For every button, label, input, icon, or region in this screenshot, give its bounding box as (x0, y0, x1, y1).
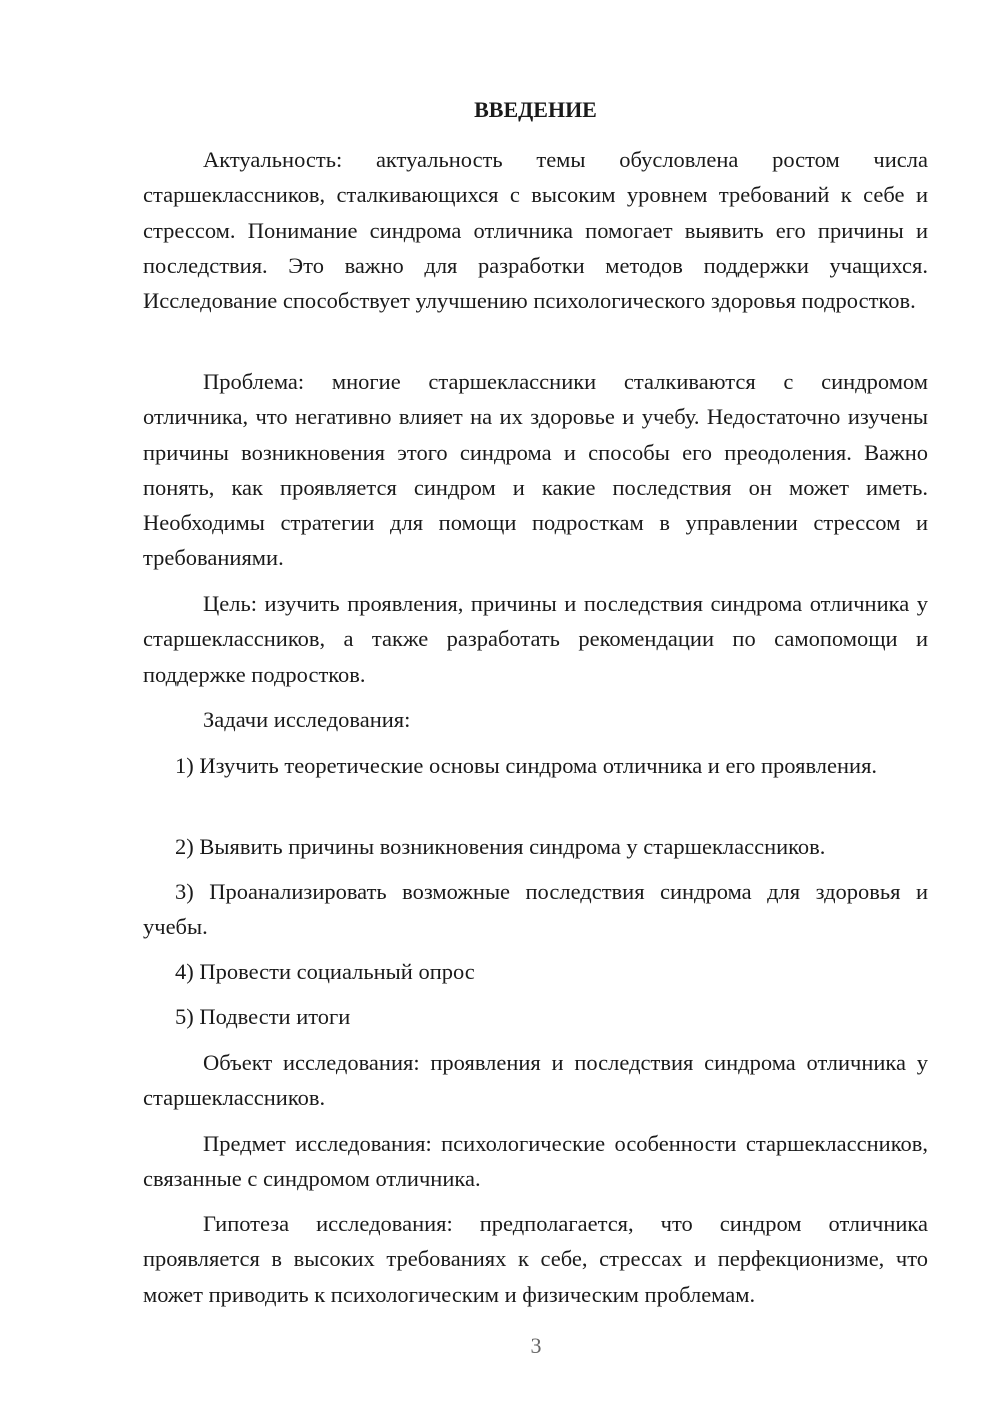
task-item-4: 4) Провести социальный опрос (175, 959, 475, 984)
task-item-2: 2) Выявить причины возникновения синдрома у старшеклассников. (175, 834, 826, 859)
page-number: 3 (530, 1333, 542, 1358)
tasks-heading: Задачи исследования: (203, 707, 411, 732)
problem-paragraph: Проблема: многие старшеклассники сталкиваются с синдромом отличника, что негативно влияет на их здоровье и учебу. Недостаточно изучены причины возникновения этого синдрома и способы его преодоления. Важно понять, как проявляется синдром и какие последствия он может иметь. Необходимы стратегии для помощи подросткам в управлении стрессом и требованиями. (143, 369, 928, 571)
object-paragraph: Объект исследования: проявления и последствия синдрома отличника у старшеклассников. (143, 1050, 928, 1111)
task-item-5: 5) Подвести итоги (175, 1004, 351, 1029)
task-item-3: 3) Проанализировать возможные последствия синдрома для здоровья и учебы. (143, 879, 928, 940)
hypothesis-paragraph: Гипотеза исследования: предполагается, что синдром отличника проявляется в высоких требованиях к себе, стрессах и перфекционизме, что может приводить к психологическим и физическим проблемам. (143, 1211, 928, 1307)
task-item-1: 1) Изучить теоретические основы синдрома отличника и его проявления. (175, 753, 878, 778)
subject-paragraph: Предмет исследования: психологические особенности старшеклассников, связанные с синдромом отличника. (143, 1131, 928, 1192)
relevance-paragraph: Актуальность: актуальность темы обусловлена ростом числа старшеклассников, сталкивающихся с высоким уровнем требований к себе и стрессом. Понимание синдрома отличника помогает выявить его причины и последствия. Это важно для разработки методов поддержки учащихся. Исследование способствует улучшению психологического здоровья подростков. (143, 147, 928, 314)
goal-paragraph: Цель: изучить проявления, причины и последствия синдрома отличника у старшеклассников, а также разработать рекомендации по самопомощи и поддержке подростков. (143, 591, 928, 687)
page-title: ВВЕДЕНИЕ (474, 97, 597, 122)
